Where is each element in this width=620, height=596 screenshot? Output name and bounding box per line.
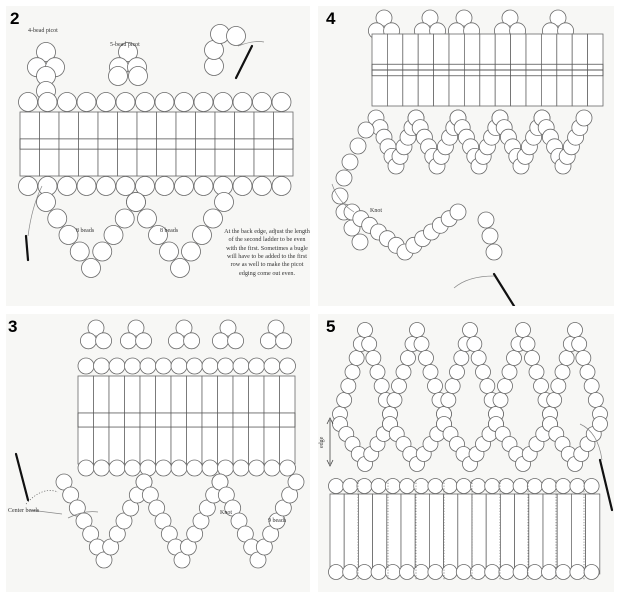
bead (580, 365, 595, 380)
bead (94, 358, 110, 374)
bugle-bead (557, 494, 571, 574)
bead (272, 93, 291, 112)
bead (370, 365, 385, 380)
bead (233, 460, 249, 476)
bead (414, 337, 429, 352)
bead (442, 565, 457, 580)
bugle-bead (218, 376, 234, 464)
bead (82, 259, 101, 278)
bead (588, 393, 603, 408)
bugle-bead (571, 494, 585, 574)
needle (236, 46, 252, 78)
bead (115, 209, 134, 228)
dotted-thread-path (26, 491, 58, 505)
bead (555, 365, 570, 380)
bead (156, 460, 172, 476)
panel-4-diagram (318, 6, 614, 306)
panel-3-label-center-beads: Center beads (8, 508, 40, 514)
bugle-bead (429, 494, 443, 574)
bead (129, 67, 148, 86)
bead (542, 479, 557, 494)
bugle-bead (215, 112, 235, 176)
bugle-bead (125, 376, 141, 464)
bugle-bead (280, 376, 296, 464)
bugle-bead (20, 112, 40, 176)
bugle-bead (387, 494, 401, 574)
bead (264, 460, 280, 476)
bead (171, 358, 187, 374)
bead (570, 479, 585, 494)
bugle-bead (500, 494, 514, 574)
bead (249, 460, 265, 476)
bead (371, 565, 386, 580)
bugle-bead (94, 376, 110, 464)
bead (182, 242, 201, 261)
bead (156, 358, 172, 374)
bead (58, 93, 77, 112)
needle (26, 236, 28, 260)
bead (576, 351, 591, 366)
bead (493, 393, 508, 408)
bead (19, 177, 38, 196)
bead (253, 93, 272, 112)
bead (155, 177, 174, 196)
bead (233, 93, 252, 112)
bead (342, 154, 358, 170)
bead (556, 479, 571, 494)
bugle-bead (373, 494, 387, 574)
bead (486, 244, 502, 260)
bead (343, 565, 358, 580)
bead (366, 351, 381, 366)
needle (494, 274, 514, 306)
bead (350, 138, 366, 154)
panel-3-number: 3 (8, 317, 18, 336)
bead (160, 242, 179, 261)
bead (77, 93, 96, 112)
bead (419, 351, 434, 366)
bead (445, 379, 460, 394)
bead (423, 365, 438, 380)
bead (410, 323, 425, 338)
bead (48, 209, 67, 228)
bead (357, 479, 372, 494)
bead (214, 93, 233, 112)
bead (471, 351, 486, 366)
panel-2-label-8-beads-right: 8 beads (160, 228, 179, 234)
bead (463, 323, 478, 338)
bugle-bead (40, 112, 60, 176)
bead (478, 212, 494, 228)
bead (556, 565, 571, 580)
bead (168, 333, 184, 349)
panel-4-number: 4 (326, 9, 336, 28)
bead (499, 565, 514, 580)
bead (450, 204, 466, 220)
bugle-bead (330, 494, 344, 574)
bead (454, 351, 469, 366)
bead (204, 209, 223, 228)
bead (227, 27, 246, 46)
bead (77, 177, 96, 196)
bead (441, 393, 456, 408)
panel-5-label-edge: edge (319, 436, 325, 448)
bead (428, 565, 443, 580)
panel-step-4 (318, 6, 614, 306)
bugle-bead (529, 494, 543, 574)
bead (175, 177, 194, 196)
bead (525, 351, 540, 366)
panel-step-5 (318, 314, 614, 592)
bead (428, 379, 443, 394)
bead (542, 565, 557, 580)
bead (202, 358, 218, 374)
bead (513, 479, 528, 494)
bead (136, 93, 155, 112)
bugle-bead (137, 112, 157, 176)
bead (568, 323, 583, 338)
bead (593, 417, 608, 432)
bead (212, 333, 228, 349)
bead (387, 393, 402, 408)
bead (584, 379, 599, 394)
bugle-bead (344, 494, 358, 574)
bead (194, 93, 213, 112)
bead (116, 93, 135, 112)
bead (485, 565, 500, 580)
panel-2-label-5-bead-picot: 5-bead picot (110, 42, 140, 48)
bugle-bead (196, 112, 216, 176)
bead (155, 93, 174, 112)
panel-2-number: 2 (10, 9, 20, 28)
bead (136, 333, 152, 349)
panel-3-diagram (6, 314, 310, 592)
bead (175, 93, 194, 112)
bugle-bead (78, 376, 94, 464)
bugle-bead (118, 112, 138, 176)
bead (392, 379, 407, 394)
bugle-bead (79, 112, 99, 176)
bead (450, 365, 465, 380)
thread (454, 276, 494, 288)
bead (499, 479, 514, 494)
bead (94, 460, 110, 476)
bead (70, 242, 89, 261)
bugle-bead (233, 376, 249, 464)
bead (529, 365, 544, 380)
bead (329, 479, 344, 494)
bead (476, 365, 491, 380)
panel-3-label-knot: Knot (220, 510, 232, 516)
bead (233, 177, 252, 196)
bead (572, 337, 587, 352)
bead (202, 460, 218, 476)
bead (93, 242, 112, 261)
bead (547, 393, 562, 408)
panel-step-3 (6, 314, 310, 592)
bead (58, 177, 77, 196)
bead (374, 379, 389, 394)
bead (559, 351, 574, 366)
bead (471, 479, 486, 494)
bead (260, 333, 276, 349)
bead (184, 333, 200, 349)
bead (337, 393, 352, 408)
panel-2-label-8-beads-left: 8 beads (76, 228, 95, 234)
bead (358, 323, 373, 338)
bead (125, 358, 141, 374)
panel-5-number: 5 (326, 317, 336, 336)
bead (138, 209, 157, 228)
bead (345, 365, 360, 380)
bead (396, 365, 411, 380)
bead (371, 479, 386, 494)
bead (414, 565, 429, 580)
bead (428, 479, 443, 494)
bead (97, 177, 116, 196)
bugle-bead (515, 494, 529, 574)
bead (456, 479, 471, 494)
bead (329, 565, 344, 580)
bead (140, 358, 156, 374)
bead (116, 177, 135, 196)
bead (551, 379, 566, 394)
bead (276, 333, 292, 349)
bead (272, 177, 291, 196)
bead (19, 93, 38, 112)
bead (482, 228, 498, 244)
bead (507, 351, 522, 366)
bead (584, 479, 599, 494)
bead (534, 379, 549, 394)
bead (104, 226, 123, 245)
bugle-bead (444, 494, 458, 574)
bead (584, 565, 599, 580)
panel-2-label-4-bead-picot: 4-bead picot (28, 28, 58, 34)
bugle-bead (254, 112, 274, 176)
bead (520, 337, 535, 352)
bead (362, 337, 377, 352)
bead (352, 234, 368, 250)
bead (109, 67, 128, 86)
bead (228, 333, 244, 349)
bead (502, 365, 517, 380)
bugle-bead (176, 112, 196, 176)
bead (336, 170, 352, 186)
bugle-bead (472, 494, 486, 574)
bugle-bead (156, 376, 172, 464)
bead (249, 358, 265, 374)
panel-2-instruction-note: At the back edge, adjust the length of the second ladder to be even with the first. Sometimes a bugle will have to be added to the first row as well to make the picot edging come out even. (224, 228, 310, 277)
bead (401, 351, 416, 366)
bead (187, 460, 203, 476)
bead (341, 379, 356, 394)
bugle-bead (415, 494, 429, 574)
bead (78, 460, 94, 476)
bead (516, 323, 531, 338)
bead (97, 93, 116, 112)
bead (480, 379, 495, 394)
bead (193, 226, 212, 245)
bead (80, 333, 96, 349)
bugle-bead (274, 112, 294, 176)
bead (349, 351, 364, 366)
bead (125, 460, 141, 476)
bead (120, 333, 136, 349)
bugle-bead (401, 494, 415, 574)
bead (215, 193, 234, 212)
bugle-bead (98, 112, 118, 176)
bead (456, 565, 471, 580)
bead (78, 358, 94, 374)
bugle-bead (109, 376, 125, 464)
bead (37, 193, 56, 212)
bugle-bead (543, 494, 557, 574)
bead (96, 333, 112, 349)
bead (171, 460, 187, 476)
panel-4-label-knot: Knot (370, 208, 382, 214)
bead (385, 479, 400, 494)
panel-step-2 (6, 6, 310, 306)
bead (253, 177, 272, 196)
bugle-bead (458, 494, 472, 574)
panel-3-label-9-beads: 9 beads (268, 518, 287, 524)
bead (38, 93, 57, 112)
bead (280, 460, 296, 476)
bead (140, 460, 156, 476)
bugle-bead (249, 376, 265, 464)
bead (400, 479, 415, 494)
bugle-bead (264, 376, 280, 464)
bugle-bead (358, 494, 372, 574)
bead (109, 358, 125, 374)
bugle-bead (171, 376, 187, 464)
bead (527, 565, 542, 580)
bead (194, 177, 213, 196)
bead (343, 479, 358, 494)
bead (127, 193, 146, 212)
needle (600, 460, 612, 510)
bead (442, 479, 457, 494)
bugle-bead (586, 494, 600, 574)
bead (400, 565, 415, 580)
bead (218, 460, 234, 476)
bead (288, 474, 304, 490)
bugle-bead (59, 112, 79, 176)
bead (218, 358, 234, 374)
bead (187, 358, 203, 374)
bead (527, 479, 542, 494)
bugle-bead (202, 376, 218, 464)
bead (467, 337, 482, 352)
bugle-bead (187, 376, 203, 464)
bead (498, 379, 513, 394)
bead (171, 259, 190, 278)
bugle-bead (157, 112, 177, 176)
bead (233, 358, 249, 374)
bead (576, 110, 592, 126)
bead (485, 479, 500, 494)
needle (16, 454, 28, 500)
bead (471, 565, 486, 580)
bead (385, 565, 400, 580)
bugle-bead (235, 112, 255, 176)
bead (570, 565, 585, 580)
bead (358, 122, 374, 138)
bugle-bead (486, 494, 500, 574)
bead (109, 460, 125, 476)
panel-5-diagram (318, 314, 614, 592)
bugle-bead (140, 376, 156, 464)
bead (264, 358, 280, 374)
bead (513, 565, 528, 580)
bead (357, 565, 372, 580)
bead (280, 358, 296, 374)
